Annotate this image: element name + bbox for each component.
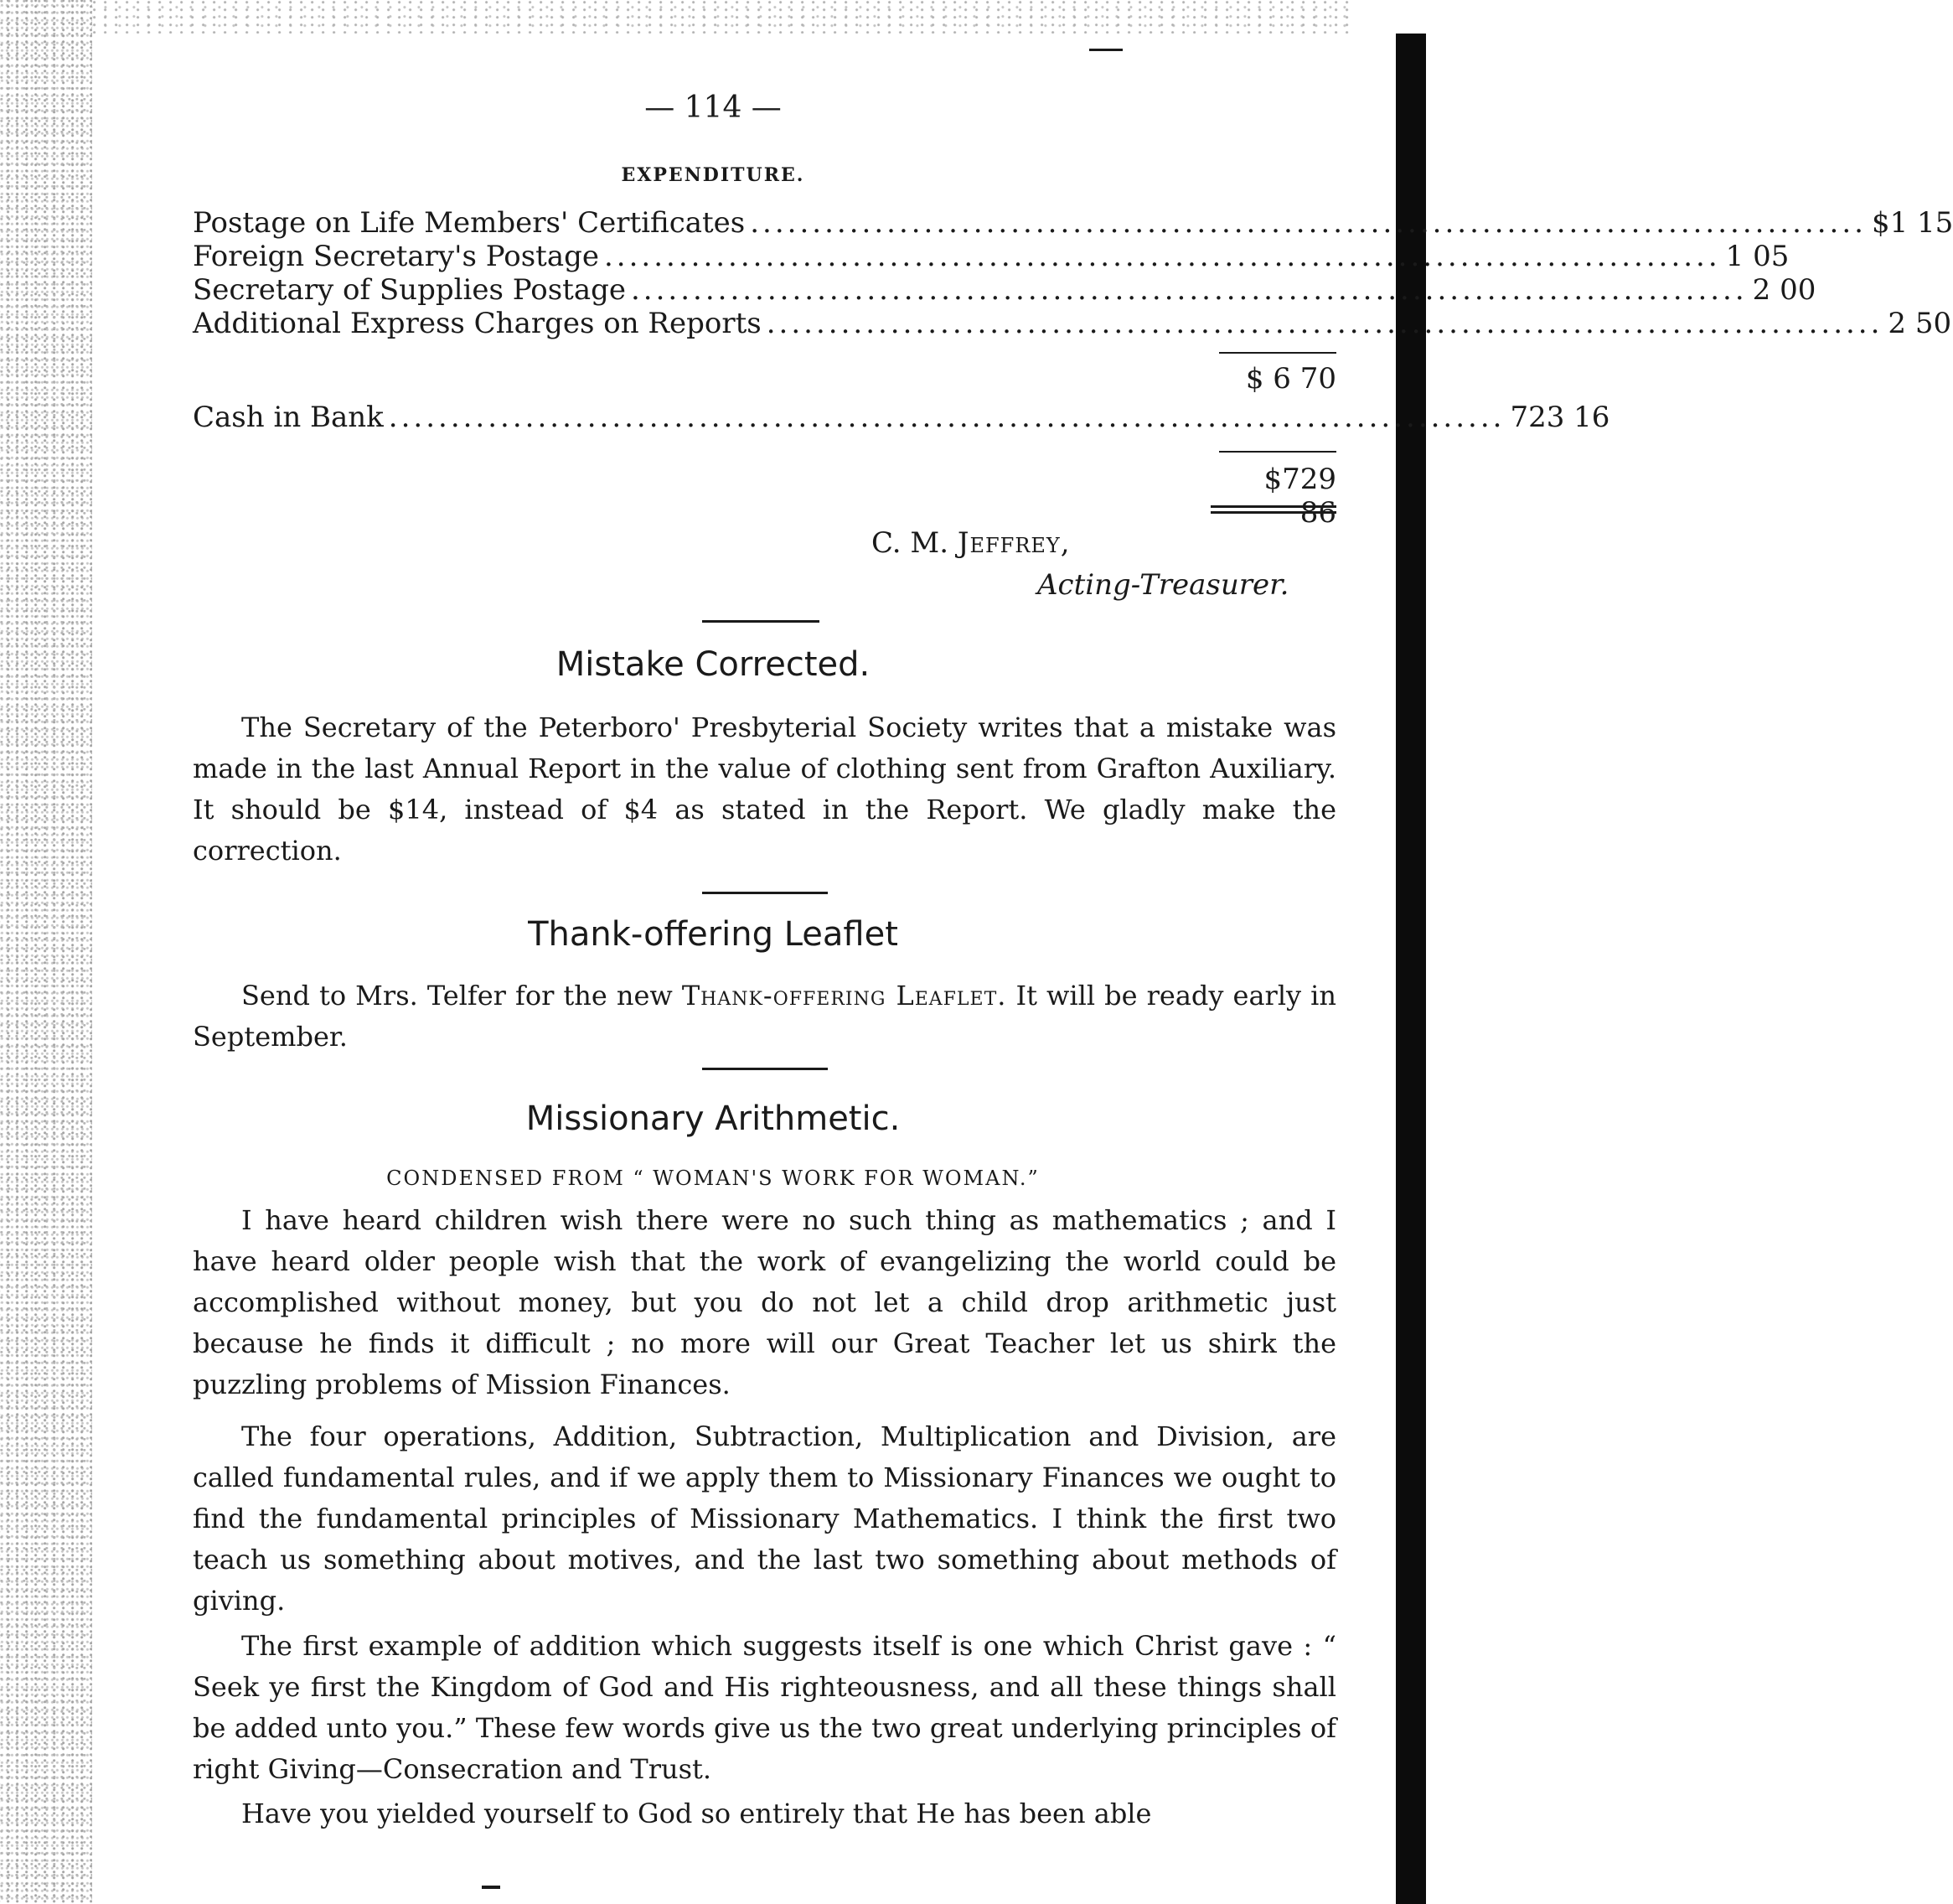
- ledger-amount: 2 00: [1752, 273, 1816, 307]
- scan-artifact: [482, 1886, 500, 1889]
- ledger-row: [193, 240, 1790, 273]
- ledger-label: Additional Express Charges on Reports: [193, 307, 762, 340]
- paragraph-text: It will be ready early in September.: [193, 980, 1336, 1053]
- ledger-row: [193, 273, 1816, 307]
- ledger-label: Postage on Life Members' Certificates: [193, 206, 746, 240]
- cash-row: [193, 401, 1610, 434]
- ledger-row: [193, 206, 1953, 240]
- paragraph: I have heard children wish there were no such thing as mathematics ; and I have heard older people wish that the work of evangelizing the world could be accomplished without money, but you do not let a child drop arithmetic just because he finds it difficult ; no more will our Great Teacher let us shirk the puzzling problems of Mission Finances.: [193, 1204, 1336, 1400]
- section-divider: [702, 892, 828, 894]
- leaflet-title: Thank-offering Leaflet.: [681, 980, 1007, 1012]
- paragraph: The four operations, Addition, Subtraction, Multiplication and Division, are called fundamental rules, and if we apply them to Missionary Finances we ought to find the fundamental principles of Missionary Mathematics. I think the first two teach us something about motives, and the last two something about methods of giving.: [193, 1420, 1336, 1617]
- scan-edge-noise-top: [92, 0, 1349, 34]
- total-double-rule: [1211, 505, 1336, 514]
- section-heading: Thank-offering Leaflet: [528, 915, 898, 954]
- section-divider: [702, 620, 819, 623]
- scan-artifact: [1089, 49, 1123, 51]
- paragraph: The Secretary of the Peterboro' Presbyterial Society writes that a mistake was made in the last Annual Report in the value of clothing sent from Grafton Auxiliary. It should be $14, instead of $4 as stated in the Report. We gladly make the correction.: [193, 711, 1336, 867]
- cash-label: Cash in Bank: [193, 401, 384, 434]
- dot-leader: ..........................................................................................: [603, 240, 1721, 273]
- total-rule: [1219, 451, 1336, 453]
- total-amount: $729 86: [1263, 463, 1336, 530]
- paragraph: [193, 975, 1336, 1058]
- section-heading: Mistake Corrected.: [555, 645, 871, 684]
- ledger-row: [193, 307, 1952, 340]
- dot-leader: ..........................................................................................: [766, 307, 1883, 340]
- paragraph: Have you yielded yourself to God so entirely that He has been able: [241, 1798, 1152, 1829]
- dot-leader: ..........................................................................................: [750, 206, 1867, 240]
- section-subheading: CONDENSED FROM “ WOMAN'S WORK FOR WOMAN.”: [386, 1167, 1040, 1190]
- dot-leader: ..........................................................................................: [630, 273, 1748, 307]
- ledger-amount: 1 05: [1725, 240, 1790, 273]
- paragraph-text: Send to Mrs. Telfer for the new: [241, 980, 682, 1012]
- signer-initials: C. M.: [871, 526, 958, 560]
- signer-title: Acting-Treasurer.: [1037, 568, 1289, 602]
- expenditure-table: [193, 206, 1953, 340]
- section-heading: Missionary Arithmetic.: [525, 1099, 901, 1138]
- cash-amount: 723 16: [1510, 401, 1610, 434]
- expenditure-heading: EXPENDITURE.: [621, 164, 805, 186]
- signer-name: [871, 526, 1071, 560]
- page-number: — 114 —: [644, 91, 782, 125]
- ledger-label: Foreign Secretary's Postage: [193, 240, 599, 273]
- ledger-amount: 2 50: [1888, 307, 1952, 340]
- subtotal-rule: [1219, 352, 1336, 354]
- paragraph: The first example of addition which suggests itself is one which Christ gave : “ Seek ye first the Kingdom of God and His righteousness, and all these things shall be added unto you.” These few words give us the two great underlying principles of right Giving—Consecration and Trust.: [193, 1630, 1336, 1785]
- section-divider: [702, 1068, 828, 1070]
- dot-leader: ..........................................................................................: [388, 401, 1506, 434]
- subtotal-amount: $ 6 70: [1245, 362, 1336, 396]
- signer-surname: Jeffrey,: [957, 526, 1071, 560]
- ledger-row: [193, 401, 1610, 434]
- ledger-amount: $1 15: [1871, 206, 1953, 240]
- ledger-label: Secretary of Supplies Postage: [193, 273, 626, 307]
